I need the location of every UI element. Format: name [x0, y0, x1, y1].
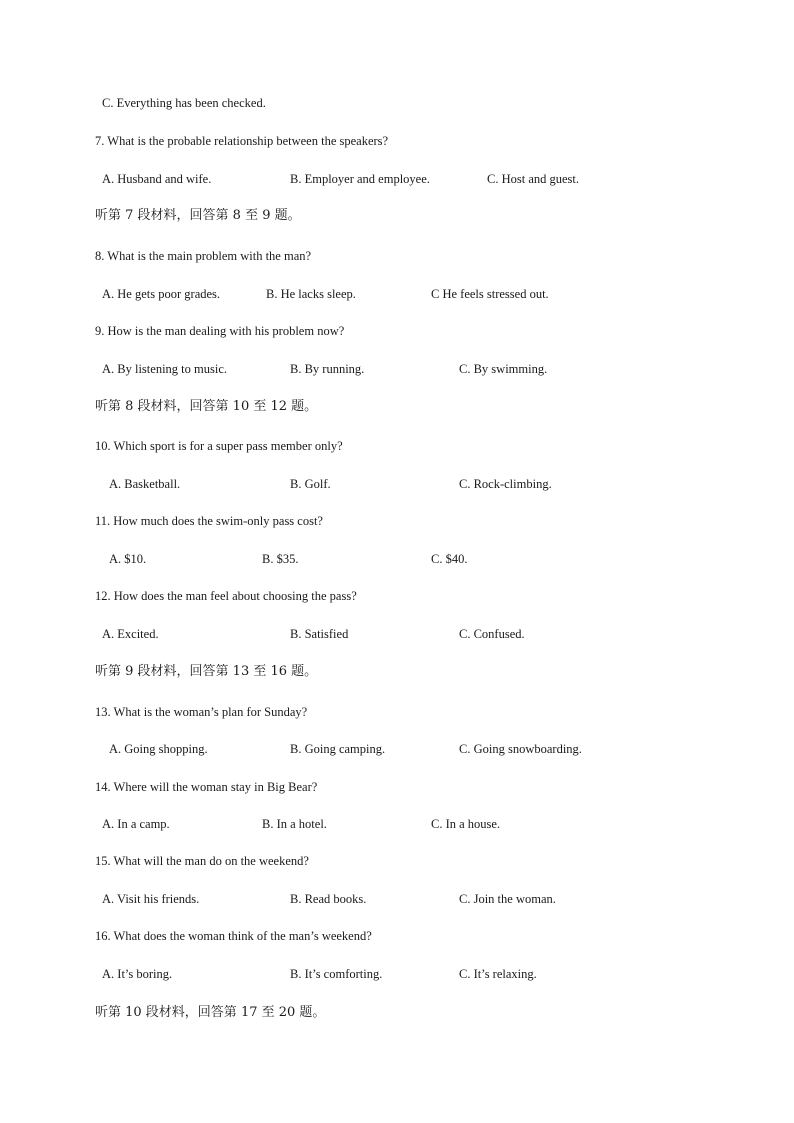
q12-option-b: B. Satisfied	[290, 627, 349, 641]
q8-option-a: A. He gets poor grades.	[102, 287, 221, 301]
q6-option-c: C. Everything has been checked.	[102, 96, 266, 110]
question-12: 12. How does the man feel about choosing the pass?	[95, 589, 357, 603]
q10-option-b: B. Golf.	[290, 477, 331, 491]
section-8-heading: 听第 8 段材料，回答第 10 至 12 题。	[95, 399, 318, 414]
q15-option-b: B. Read books.	[290, 892, 367, 906]
q14-option-c: C. In a house.	[431, 817, 501, 831]
section-10-heading: 听第 10 段材料，回答第 17 至 20 题。	[95, 1005, 326, 1020]
q7-option-b: B. Employer and employee.	[290, 172, 430, 186]
question-8: 8. What is the main problem with the man?	[95, 249, 312, 263]
q9-option-b: B. By running.	[290, 362, 365, 376]
q13-option-c: C. Going snowboarding.	[459, 742, 582, 756]
q14-option-a: A. In a camp.	[102, 817, 170, 831]
q13-option-b: B. Going camping.	[290, 742, 386, 756]
q13-option-a: A. Going shopping.	[109, 742, 208, 756]
q16-option-a: A. It’s boring.	[102, 967, 173, 981]
question-13: 13. What is the woman’s plan for Sunday?	[95, 705, 308, 719]
q7-option-a: A. Husband and wife.	[102, 172, 212, 186]
section-7-heading: 听第 7 段材料，回答第 8 至 9 题。	[95, 208, 301, 223]
q8-option-b: B. He lacks sleep.	[266, 287, 356, 301]
question-11: 11. How much does the swim-only pass cost?	[95, 514, 323, 528]
q15-option-a: A. Visit his friends.	[102, 892, 200, 906]
question-16: 16. What does the woman think of the man’s weekend?	[95, 929, 372, 943]
section-9-heading: 听第 9 段材料，回答第 13 至 16 题。	[95, 664, 318, 679]
question-9: 9. How is the man dealing with his problem now?	[95, 324, 345, 338]
question-14: 14. Where will the woman stay in Big Bear?	[95, 780, 318, 794]
q16-option-b: B. It’s comforting.	[290, 967, 383, 981]
q15-option-c: C. Join the woman.	[459, 892, 556, 906]
q7-option-c: C. Host and guest.	[487, 172, 580, 186]
q12-option-c: C. Confused.	[459, 627, 525, 641]
q16-option-c: C. It’s relaxing.	[459, 967, 537, 981]
q10-option-c: C. Rock-climbing.	[459, 477, 552, 491]
q11-option-c: C. $40.	[431, 552, 468, 566]
q9-option-c: C. By swimming.	[459, 362, 548, 376]
q9-option-a: A. By listening to music.	[102, 362, 227, 376]
q14-option-b: B. In a hotel.	[262, 817, 327, 831]
q8-option-c: C He feels stressed out.	[431, 287, 549, 301]
question-7: 7. What is the probable relationship between the speakers?	[95, 134, 389, 148]
q11-option-a: A. $10.	[109, 552, 147, 566]
q10-option-a: A. Basketball.	[109, 477, 181, 491]
question-15: 15. What will the man do on the weekend?	[95, 854, 309, 868]
question-10: 10. Which sport is for a super pass member only?	[95, 439, 343, 453]
q11-option-b: B. $35.	[262, 552, 299, 566]
q12-option-a: A. Excited.	[102, 627, 159, 641]
